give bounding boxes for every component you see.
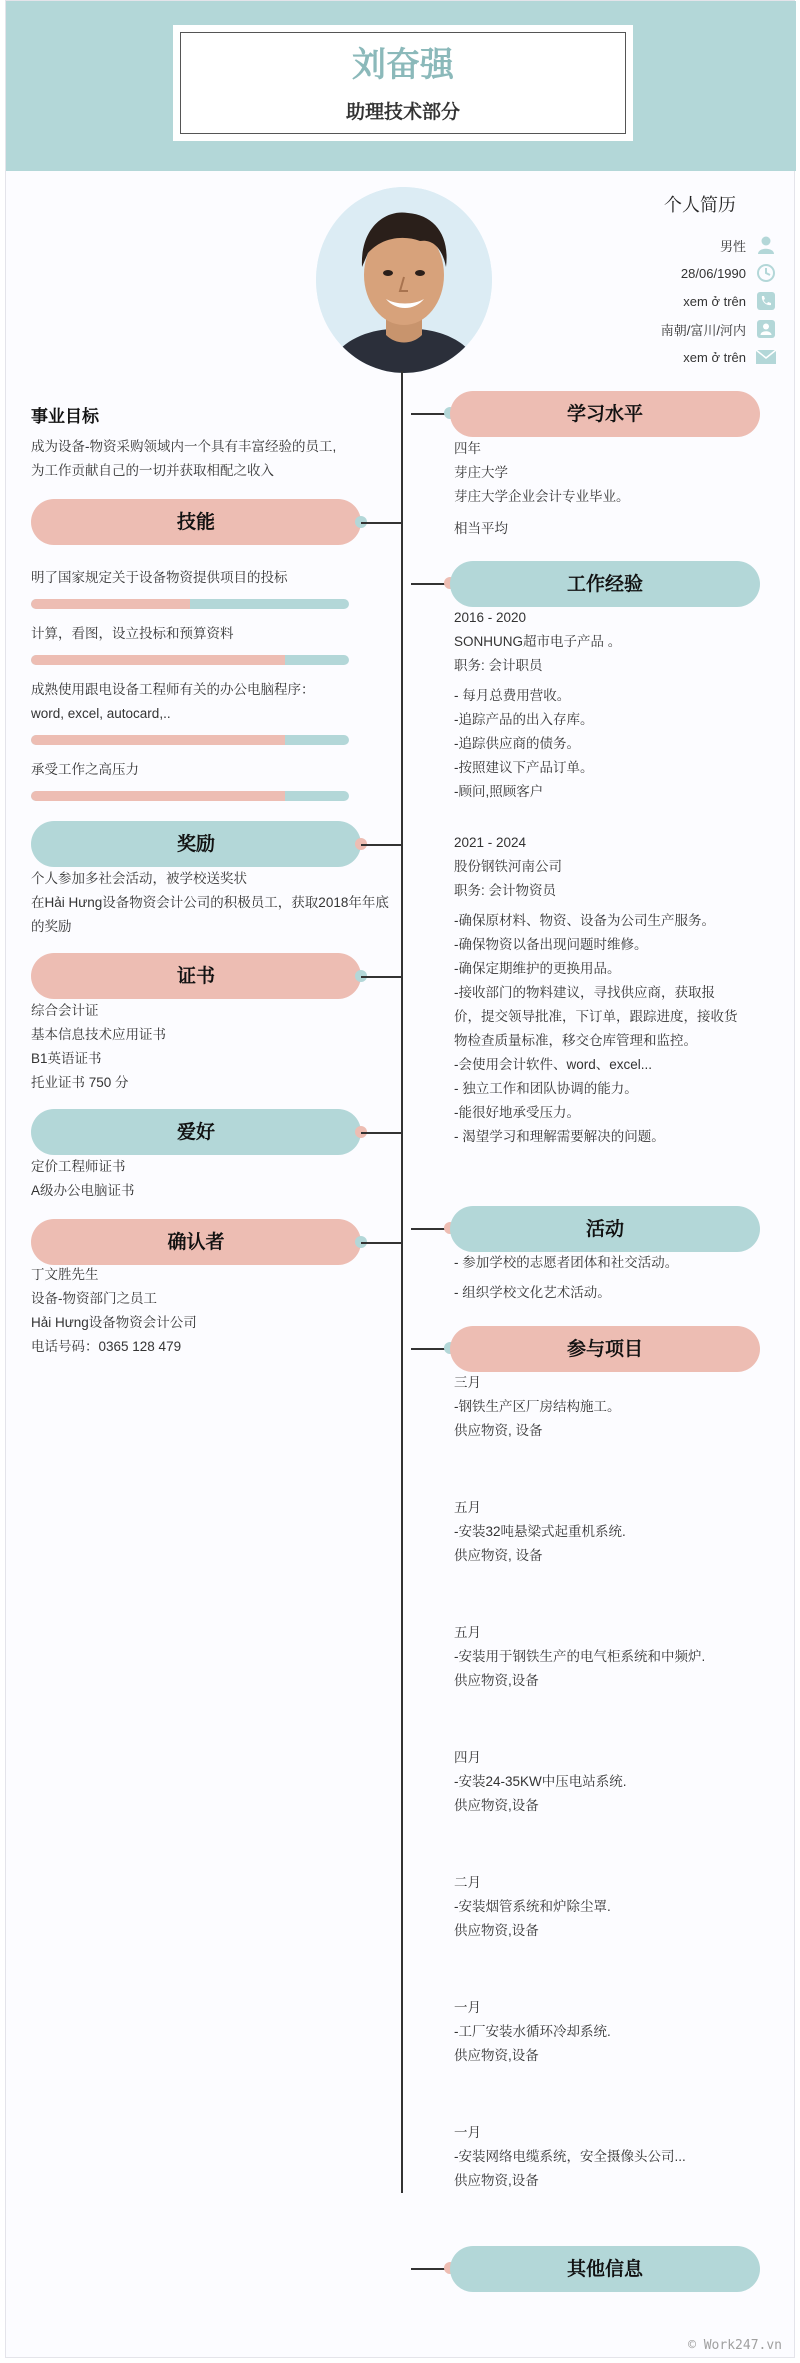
mail-icon [756, 347, 776, 367]
references-list [31, 1263, 197, 1359]
skill-label: 承受工作之高压力 [31, 762, 139, 777]
phone-icon [756, 291, 776, 311]
certificates-heading: 证书 [31, 953, 361, 999]
job-period: 2016 - 2020 [454, 610, 527, 625]
project-month: 三月 [454, 1375, 481, 1390]
education-line: 芽庄大学 [454, 465, 508, 480]
connector-line [361, 522, 401, 524]
profile-address [476, 315, 776, 343]
objective-line: 成为设备-物资采购领域内一个具有丰富经验的员工, [31, 439, 337, 454]
job-duty: -会使用会计软件、word、excel... [454, 1057, 653, 1072]
timeline-line [401, 371, 403, 2193]
resume-page [5, 0, 795, 2358]
skills-heading: 技能 [31, 499, 361, 545]
skill-label: 计算，看图，设立投标和预算资料 [31, 626, 234, 641]
awards-line: 的奖励 [31, 919, 72, 934]
email-value: xem ở trên [683, 349, 746, 365]
project-scope: 供应物资, 设备 [454, 1423, 543, 1438]
person-icon [756, 235, 776, 255]
reference-line: Hải Hưng设备物资会计公司 [31, 1315, 197, 1330]
project-desc: -安装烟管系统和炉除尘罩. [454, 1899, 611, 1914]
job-role: 职务: 会计职员 [454, 658, 543, 673]
project-item [454, 2121, 686, 2193]
profile-title: 个人简历 [664, 195, 736, 215]
project-desc: -工厂安装水循环冷却系统. [454, 2024, 611, 2039]
job-entry [454, 606, 621, 804]
id-card-icon [756, 319, 776, 339]
activity-item: - 组织学校文化艺术活动。 [454, 1285, 611, 1300]
activities-heading: 活动 [450, 1206, 760, 1252]
certificate-item: B1英语证书 [31, 1051, 102, 1066]
reference-line: 电话号码：0365 128 479 [31, 1339, 182, 1354]
project-month: 二月 [454, 1875, 481, 1890]
projects-heading: 参与项目 [450, 1326, 760, 1372]
skill-label-line: 成熟使用跟电设备工程师有关的办公电脑程序： [31, 682, 315, 697]
job-duty: -确保原材料、物资、设备为公司生产服务。 [454, 913, 715, 928]
hobby-item: A级办公电脑证书 [31, 1183, 135, 1198]
skill-bar [31, 735, 349, 745]
full-name: 刘奋强 [352, 45, 454, 85]
project-month: 五月 [454, 1500, 481, 1515]
certificate-item: 基本信息技术应用证书 [31, 1027, 166, 1042]
phone-value: xem ở trên [683, 293, 746, 309]
birthday-value: 28/06/1990 [680, 265, 746, 281]
job-company: 股份钢铁河南公司 [454, 859, 562, 874]
project-desc: -安装网络电缆系统，安全摄像头公司... [454, 2149, 686, 2164]
education-details [454, 437, 630, 541]
job-duty: 物检查质量标准，移交仓库管理和监控。 [454, 1033, 697, 1048]
education-line: 相当平均 [454, 521, 508, 536]
project-item [454, 1371, 621, 1443]
job-duty: -接收部门的物料建议，寻找供应商，获取报 [454, 985, 715, 1000]
hobbies-heading: 爱好 [31, 1109, 361, 1155]
certificate-item: 托业证书 750 分 [31, 1075, 129, 1090]
project-scope: 供应物资,设备 [454, 1923, 539, 1938]
skill-level [31, 599, 190, 609]
personal-profile [476, 191, 776, 371]
job-period: 2021 - 2024 [454, 835, 527, 850]
job-duty: -顾问,照顾客户 [454, 784, 544, 799]
watermark: © Work247.vn [688, 2338, 782, 2353]
name-box [173, 25, 633, 141]
skill-bar [31, 599, 349, 609]
awards-line: 个人参加多社会活动，被学校送奖状 [31, 871, 247, 886]
connector-line [361, 1132, 401, 1134]
clock-icon [756, 263, 776, 283]
skill-label [31, 678, 315, 726]
project-desc: -安装24-35KW中压电站系统. [454, 1774, 627, 1789]
avatar [316, 187, 492, 373]
education-line: 芽庄大学企业会计专业毕业。 [454, 489, 630, 504]
project-month: 一月 [454, 2000, 481, 2015]
job-company: SONHUNG超市电子产品 。 [454, 634, 622, 649]
project-scope: 供应物资,设备 [454, 1798, 539, 1813]
project-desc: -钢铁生产区厂房结构施工。 [454, 1399, 621, 1414]
project-month: 四月 [454, 1750, 481, 1765]
hobbies-list [31, 1155, 135, 1203]
awards-heading: 奖励 [31, 821, 361, 867]
job-duty: -确保定期维护的更换用品。 [454, 961, 621, 976]
certificates-list [31, 999, 166, 1095]
job-duty: -追踪供应商的债务。 [454, 736, 580, 751]
awards-text [31, 867, 411, 939]
profile-phone [476, 287, 776, 315]
project-scope: 供应物资, 设备 [454, 1548, 543, 1563]
project-item [454, 1621, 705, 1693]
skill-label: 明了国家规定关于设备物资提供项目的投标 [31, 570, 288, 585]
address-value: 南朝/富川/河内 [660, 322, 746, 338]
job-duty: - 每月总费用营收。 [454, 688, 571, 703]
references-heading: 确认者 [31, 1219, 361, 1265]
awards-line: 在Hải Hưng设备物资会计公司的积极员工，获取2018年年底 [31, 895, 389, 910]
project-item [454, 1496, 626, 1568]
certificate-item: 综合会计证 [31, 1003, 99, 1018]
profile-birthday [476, 259, 776, 287]
job-duty: -追踪产品的出入存库。 [454, 712, 594, 727]
reference-line: 设备-物资部门之员工 [31, 1291, 157, 1306]
activities-list [454, 1251, 678, 1305]
job-duty: - 渴望学习和理解需要解决的问题。 [454, 1129, 665, 1144]
project-scope: 供应物资,设备 [454, 1673, 539, 1688]
education-line: 四年 [454, 441, 481, 456]
profile-gender [476, 231, 776, 259]
skill-bar [31, 791, 349, 801]
skill-bar [31, 655, 349, 665]
other-info-heading: 其他信息 [450, 2246, 760, 2292]
connector-line [361, 976, 401, 978]
project-desc: -安装用于钢铁生产的电气柜系统和中频炉. [454, 1649, 706, 1664]
job-duty: - 独立工作和团队协调的能力。 [454, 1081, 638, 1096]
objective-line: 为工作贡献自己的一切并获取相配之收入 [31, 463, 274, 478]
job-duty: -按照建议下产品订单。 [454, 760, 594, 775]
project-item [454, 1996, 611, 2068]
gender-value: 男性 [719, 238, 746, 254]
job-role: 职务: 会计物资员 [454, 883, 557, 898]
skill-label-line: word, excel, autocard,.. [31, 706, 171, 721]
skill-level [31, 735, 285, 745]
education-heading: 学习水平 [450, 391, 760, 437]
connector-line [361, 1242, 401, 1244]
project-scope: 供应物资,设备 [454, 2173, 539, 2188]
skill-level [31, 791, 285, 801]
job-position: 助理技术部分 [345, 101, 460, 123]
job-duty: 价，提交领导批准，下订单，跟踪进度，接收货 [454, 1009, 738, 1024]
profile-email [476, 343, 776, 371]
job-entry [454, 831, 764, 1149]
project-item [454, 1871, 611, 1943]
reference-line: 丁文胜先生 [31, 1267, 99, 1282]
objective-text [31, 435, 336, 483]
project-desc: -安装32吨悬梁式起重机系统. [454, 1524, 626, 1539]
activity-item: - 参加学校的志愿者团体和社交活动。 [454, 1255, 679, 1270]
project-month: 五月 [454, 1625, 481, 1640]
experience-heading: 工作经验 [450, 561, 760, 607]
skill-level [31, 655, 285, 665]
project-item [454, 1746, 627, 1818]
job-duty: -确保物资以备出现问题时维修。 [454, 937, 648, 952]
hobby-item: 定价工程师证书 [31, 1159, 126, 1174]
project-month: 一月 [454, 2125, 481, 2140]
job-duty: -能很好地承受压力。 [454, 1105, 580, 1120]
connector-line [361, 844, 401, 846]
objective-title: 事业目标 [31, 407, 99, 426]
project-scope: 供应物资,设备 [454, 2048, 539, 2063]
avatar-photo [316, 187, 492, 373]
